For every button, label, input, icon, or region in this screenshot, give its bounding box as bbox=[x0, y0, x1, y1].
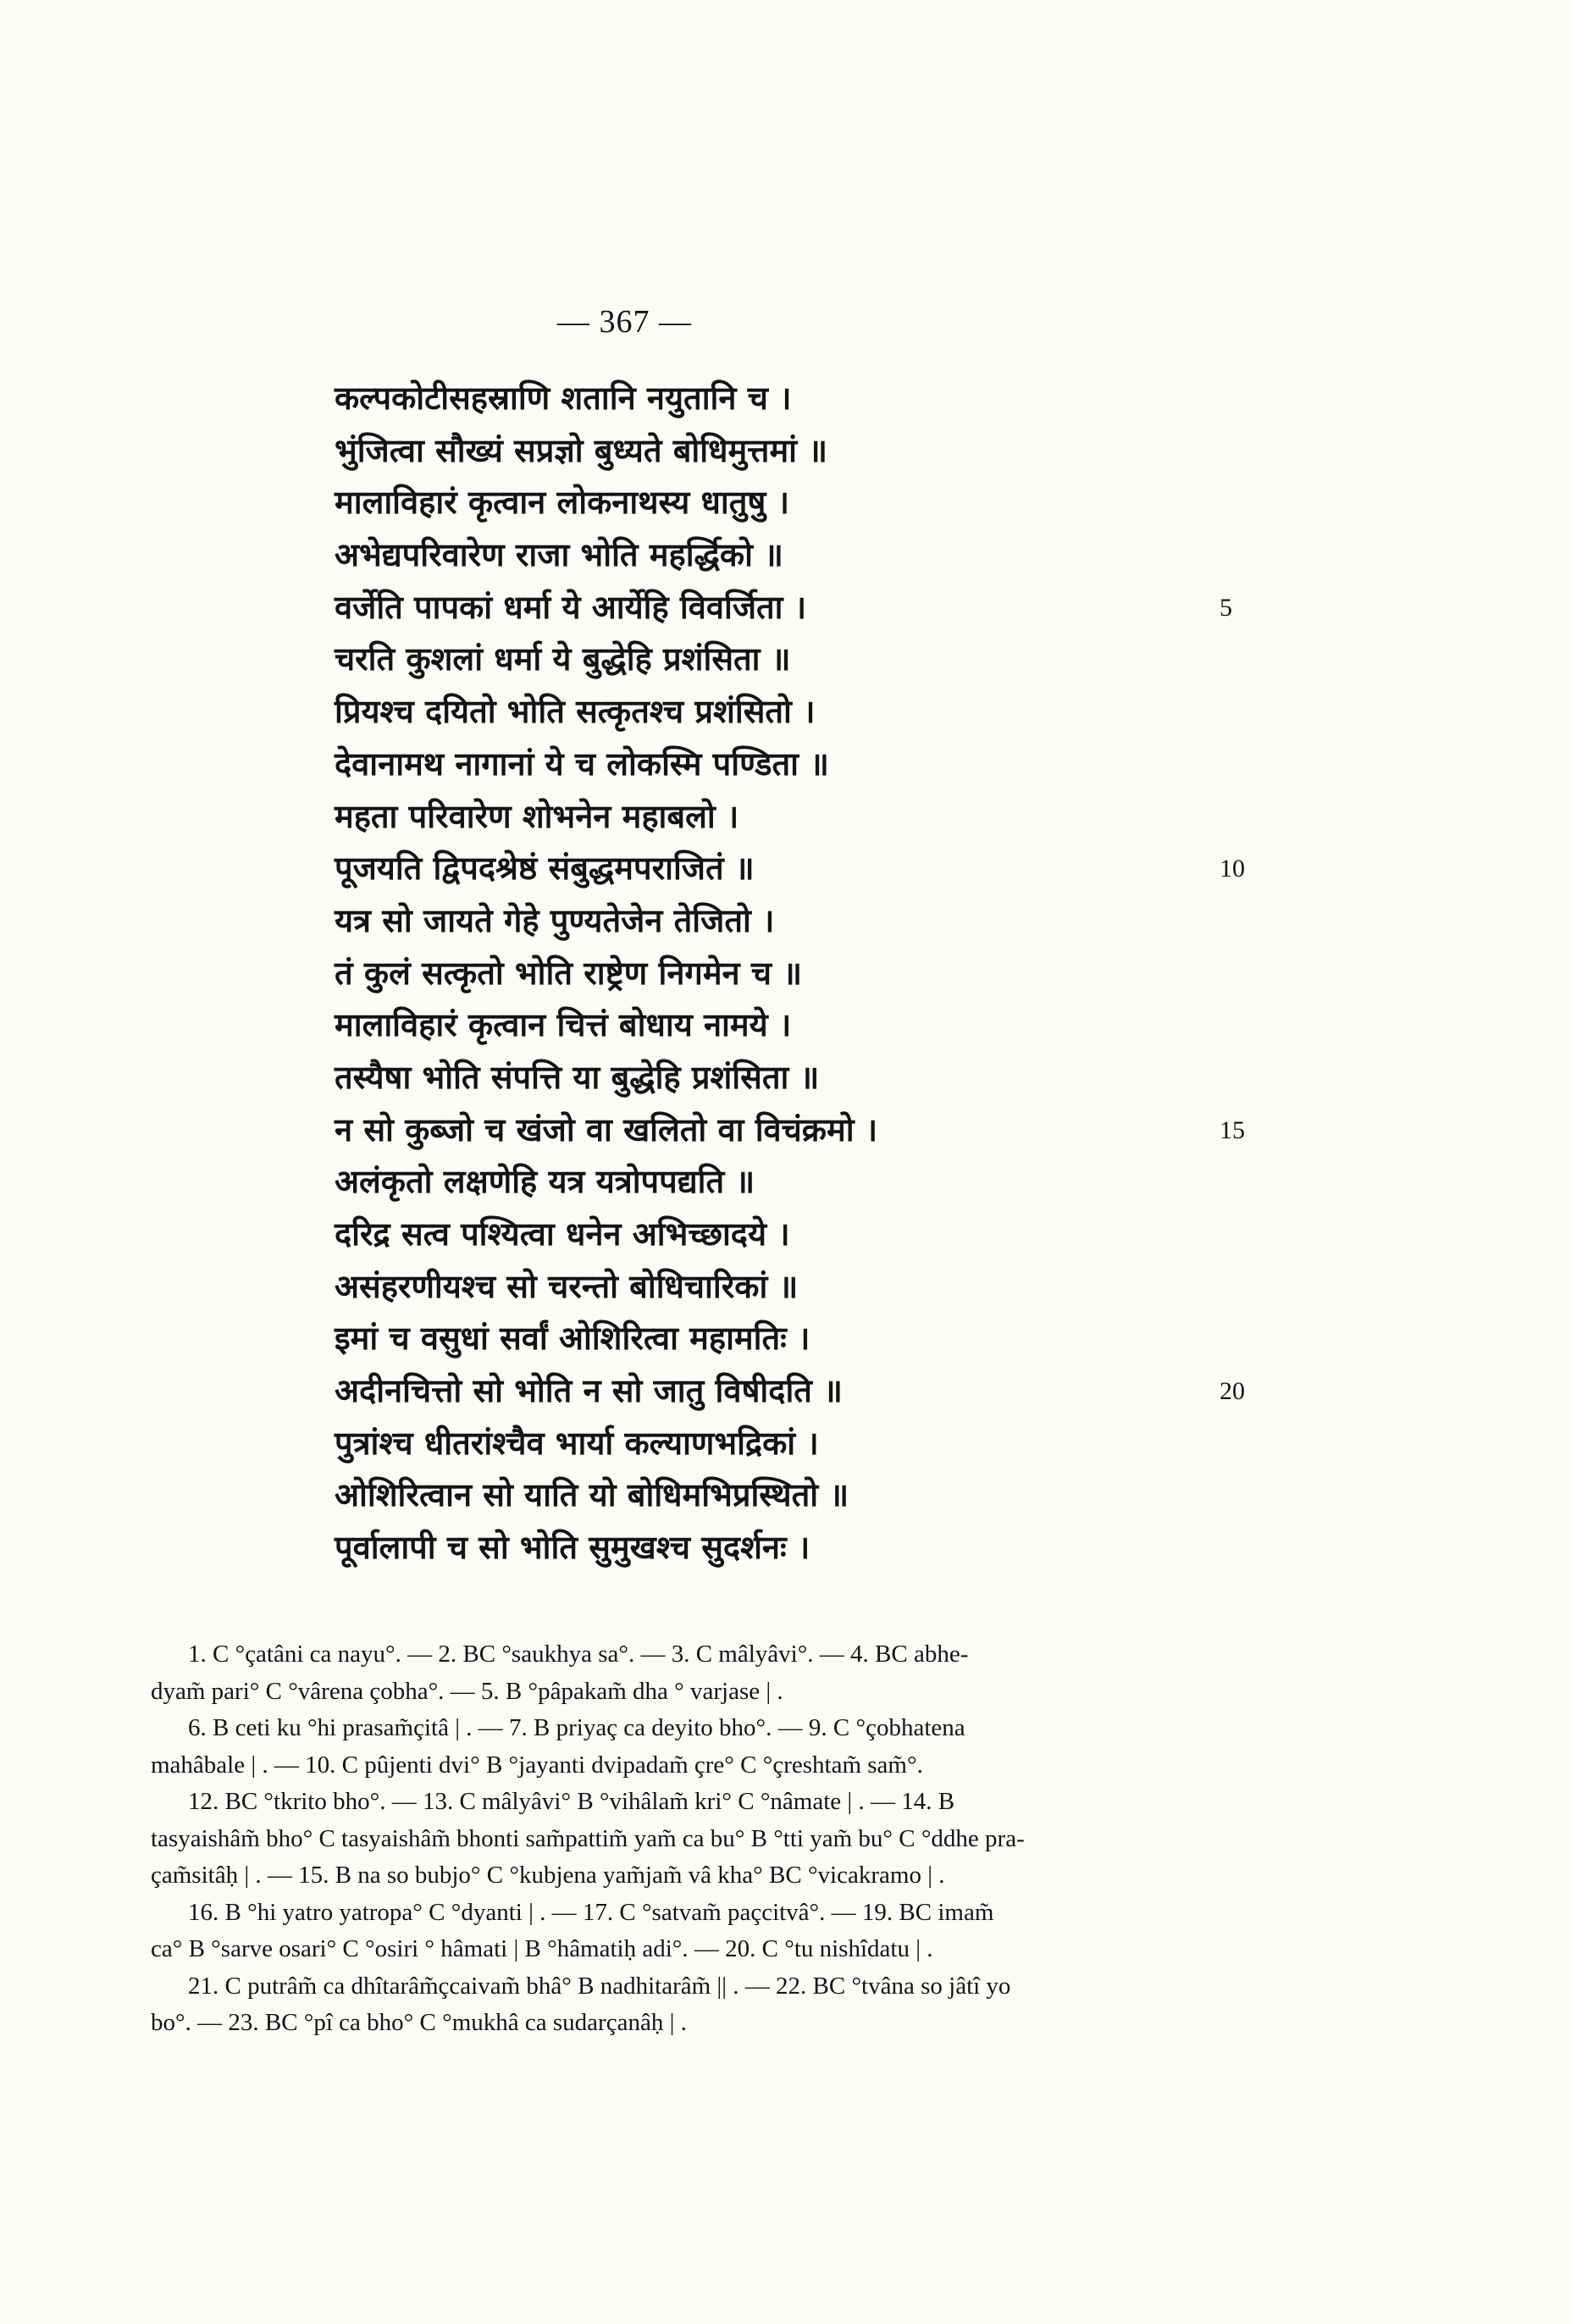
page-number: — 367 — bbox=[557, 304, 692, 340]
verse-line bbox=[335, 1104, 1308, 1157]
verse-line bbox=[335, 739, 1308, 791]
verse-text: चरति कुशलां धर्मा ये बुद्धेहि प्रशंसिता ॥ bbox=[335, 640, 791, 678]
footnote-line: ca° B °sarve osari° C °osiri ° hâmati | B °hâmatiḥ adi°. — 20. C °tu nishîdatu | . bbox=[151, 1935, 933, 1962]
verse-line bbox=[335, 686, 1308, 739]
verse-line bbox=[335, 529, 1308, 582]
footnote-line: 16. B °hi yatro yatropa° C °dyanti | . — 17. C °satvam̃ paçcitvâ°. — 19. BC imam̃ bbox=[188, 1898, 994, 1926]
footnotes bbox=[151, 1636, 1201, 2042]
verse-text: प्रियश्च दयितो भोति सत्कृतश्च प्रशंसितो । bbox=[335, 693, 816, 731]
footnote-line: tasyaishâm̃ bho° C tasyaishâm̃ bhonti sam̃pattim̃ yam̃ ca bu° B °tti yam̃ bu° C °ddhe pra- bbox=[151, 1824, 1025, 1852]
verse-text: इमां च वसुधां सर्वां ओशिरित्वा महामतिः । bbox=[335, 1320, 810, 1358]
verse-line bbox=[335, 1052, 1308, 1104]
verse-text: वर्जेति पापकां धर्मा ये आर्येहि विवर्जिता । bbox=[335, 588, 807, 626]
verse-text: मालाविहारं कृत्वान लोकनाथस्य धातुषु । bbox=[335, 484, 790, 522]
verse-line bbox=[335, 1313, 1308, 1365]
footnote-line: bo°. — 23. BC °pî ca bho° C °mukhâ ca sudarçanâḥ | . bbox=[151, 2009, 687, 2036]
verse-text: देवानामथ नागानां ये च लोकस्मि पण्डिता ॥ bbox=[335, 744, 829, 783]
line-number: 15 bbox=[1220, 1115, 1245, 1144]
line-number: 5 bbox=[1220, 593, 1232, 622]
verse-line bbox=[335, 1522, 1308, 1574]
verse-text: अदीनचित्तो सो भोति न सो जातु विषीदति ॥ bbox=[335, 1372, 843, 1410]
footnote-line: mahâbale | . — 10. C pûjenti dvi° B °jayanti dvipadam̃ çre° C °çreshtam̃ sam̃°. bbox=[151, 1751, 923, 1779]
verse-text: पूजयति द्विपदश्रेष्ठं संबुद्धमपराजितं ॥ bbox=[335, 849, 755, 888]
verse-line bbox=[335, 477, 1308, 529]
verse-text: भुंजित्वा सौख्यं सप्रज्ञो बुध्यते बोधिमुत्तमां ॥ bbox=[335, 431, 827, 469]
footnote-line: 12. BC °tkrito bho°. — 13. C mâlyâvi° B °vihâlam̃ kri° C °nâmate | . — 14. B bbox=[188, 1788, 955, 1815]
footnote-line: 1. C °çatâni ca nayu°. — 2. BC °saukhya sa°. — 3. C mâlyâvi°. — 4. BC abhe- bbox=[188, 1641, 969, 1668]
verse-line bbox=[335, 1418, 1308, 1470]
verse-text: न सो कुब्जो च खंजो वा खलितो वा विचंक्रमो । bbox=[335, 1110, 878, 1148]
verse-line bbox=[335, 1209, 1308, 1261]
verse-text: महता परिवारेण शोभनेन महाबलो । bbox=[335, 797, 739, 835]
verse-line bbox=[335, 1365, 1308, 1418]
verse-text: दरिद्र सत्व पश्यित्वा धनेन अभिच्छादये । bbox=[335, 1215, 790, 1253]
verse-line bbox=[335, 634, 1308, 686]
line-number: 20 bbox=[1220, 1377, 1245, 1406]
verse-block bbox=[335, 373, 1308, 1574]
footnote-line: 21. C putrâm̃ ca dhîtarâm̃çcaivam̃ bhâ° B nadhitarâm̃ || . — 22. BC °tvâna so jâtî yo bbox=[188, 1972, 1011, 2000]
verse-text: अभेद्यपरिवारेण राजा भोति महर्द्धिको ॥ bbox=[335, 536, 783, 574]
verse-text: असंहरणीयश्च सो चरन्तो बोधिचारिकां ॥ bbox=[335, 1267, 799, 1305]
verse-text: तस्यैषा भोति संपत्ति या बुद्धेहि प्रशंसिता ॥ bbox=[335, 1058, 820, 1096]
verse-text: कल्पकोटीसहस्राणि शतानि नयुतानि च । bbox=[335, 379, 792, 417]
verse-line bbox=[335, 425, 1308, 478]
footnote-line: çam̃sitâḥ | . — 15. B na so bubjo° C °kubjena yam̃jam̃ vâ kha° BC °vicakramo | . bbox=[151, 1862, 945, 1889]
verse-line bbox=[335, 843, 1308, 895]
verse-text: तं कुलं सत्कृतो भोति राष्ट्रेण निगमेन च ॥ bbox=[335, 954, 802, 992]
footnote-line: 6. B ceti ku °hi prasam̃çitâ | . — 7. B priyaç ca deyito bho°. — 9. C °çobhatena bbox=[188, 1714, 965, 1741]
line-number: 10 bbox=[1220, 855, 1245, 883]
verse-text: मालाविहारं कृत्वान चित्तं बोधाय नामये । bbox=[335, 1006, 792, 1044]
verse-line bbox=[335, 582, 1308, 634]
verse-text: पुत्रांश्च धीतरांश्चैव भार्या कल्याणभद्रिकां । bbox=[335, 1424, 819, 1462]
footnote-line: dyam̃ pari° C °vârena çobha°. — 5. B °pâpakam̃ dha ° varjase | . bbox=[151, 1677, 783, 1705]
verse-line bbox=[335, 895, 1308, 948]
verse-line bbox=[335, 1469, 1308, 1522]
verse-line bbox=[335, 791, 1308, 844]
verse-text: यत्र सो जायते गेहे पुण्यतेजेन तेजितो । bbox=[335, 901, 775, 939]
verse-line bbox=[335, 948, 1308, 1000]
verse-text: ओशिरित्वान सो याति यो बोधिमभिप्रस्थितो ॥ bbox=[335, 1476, 849, 1514]
verse-line bbox=[335, 999, 1308, 1052]
verse-text: पूर्वालापी च सो भोति सुमुखश्च सुदर्शनः । bbox=[335, 1529, 810, 1567]
verse-line bbox=[335, 373, 1308, 425]
verse-text: अलंकृतो लक्षणेहि यत्र यत्रोपपद्यति ॥ bbox=[335, 1163, 755, 1201]
verse-line bbox=[335, 1261, 1308, 1314]
verse-line bbox=[335, 1156, 1308, 1209]
